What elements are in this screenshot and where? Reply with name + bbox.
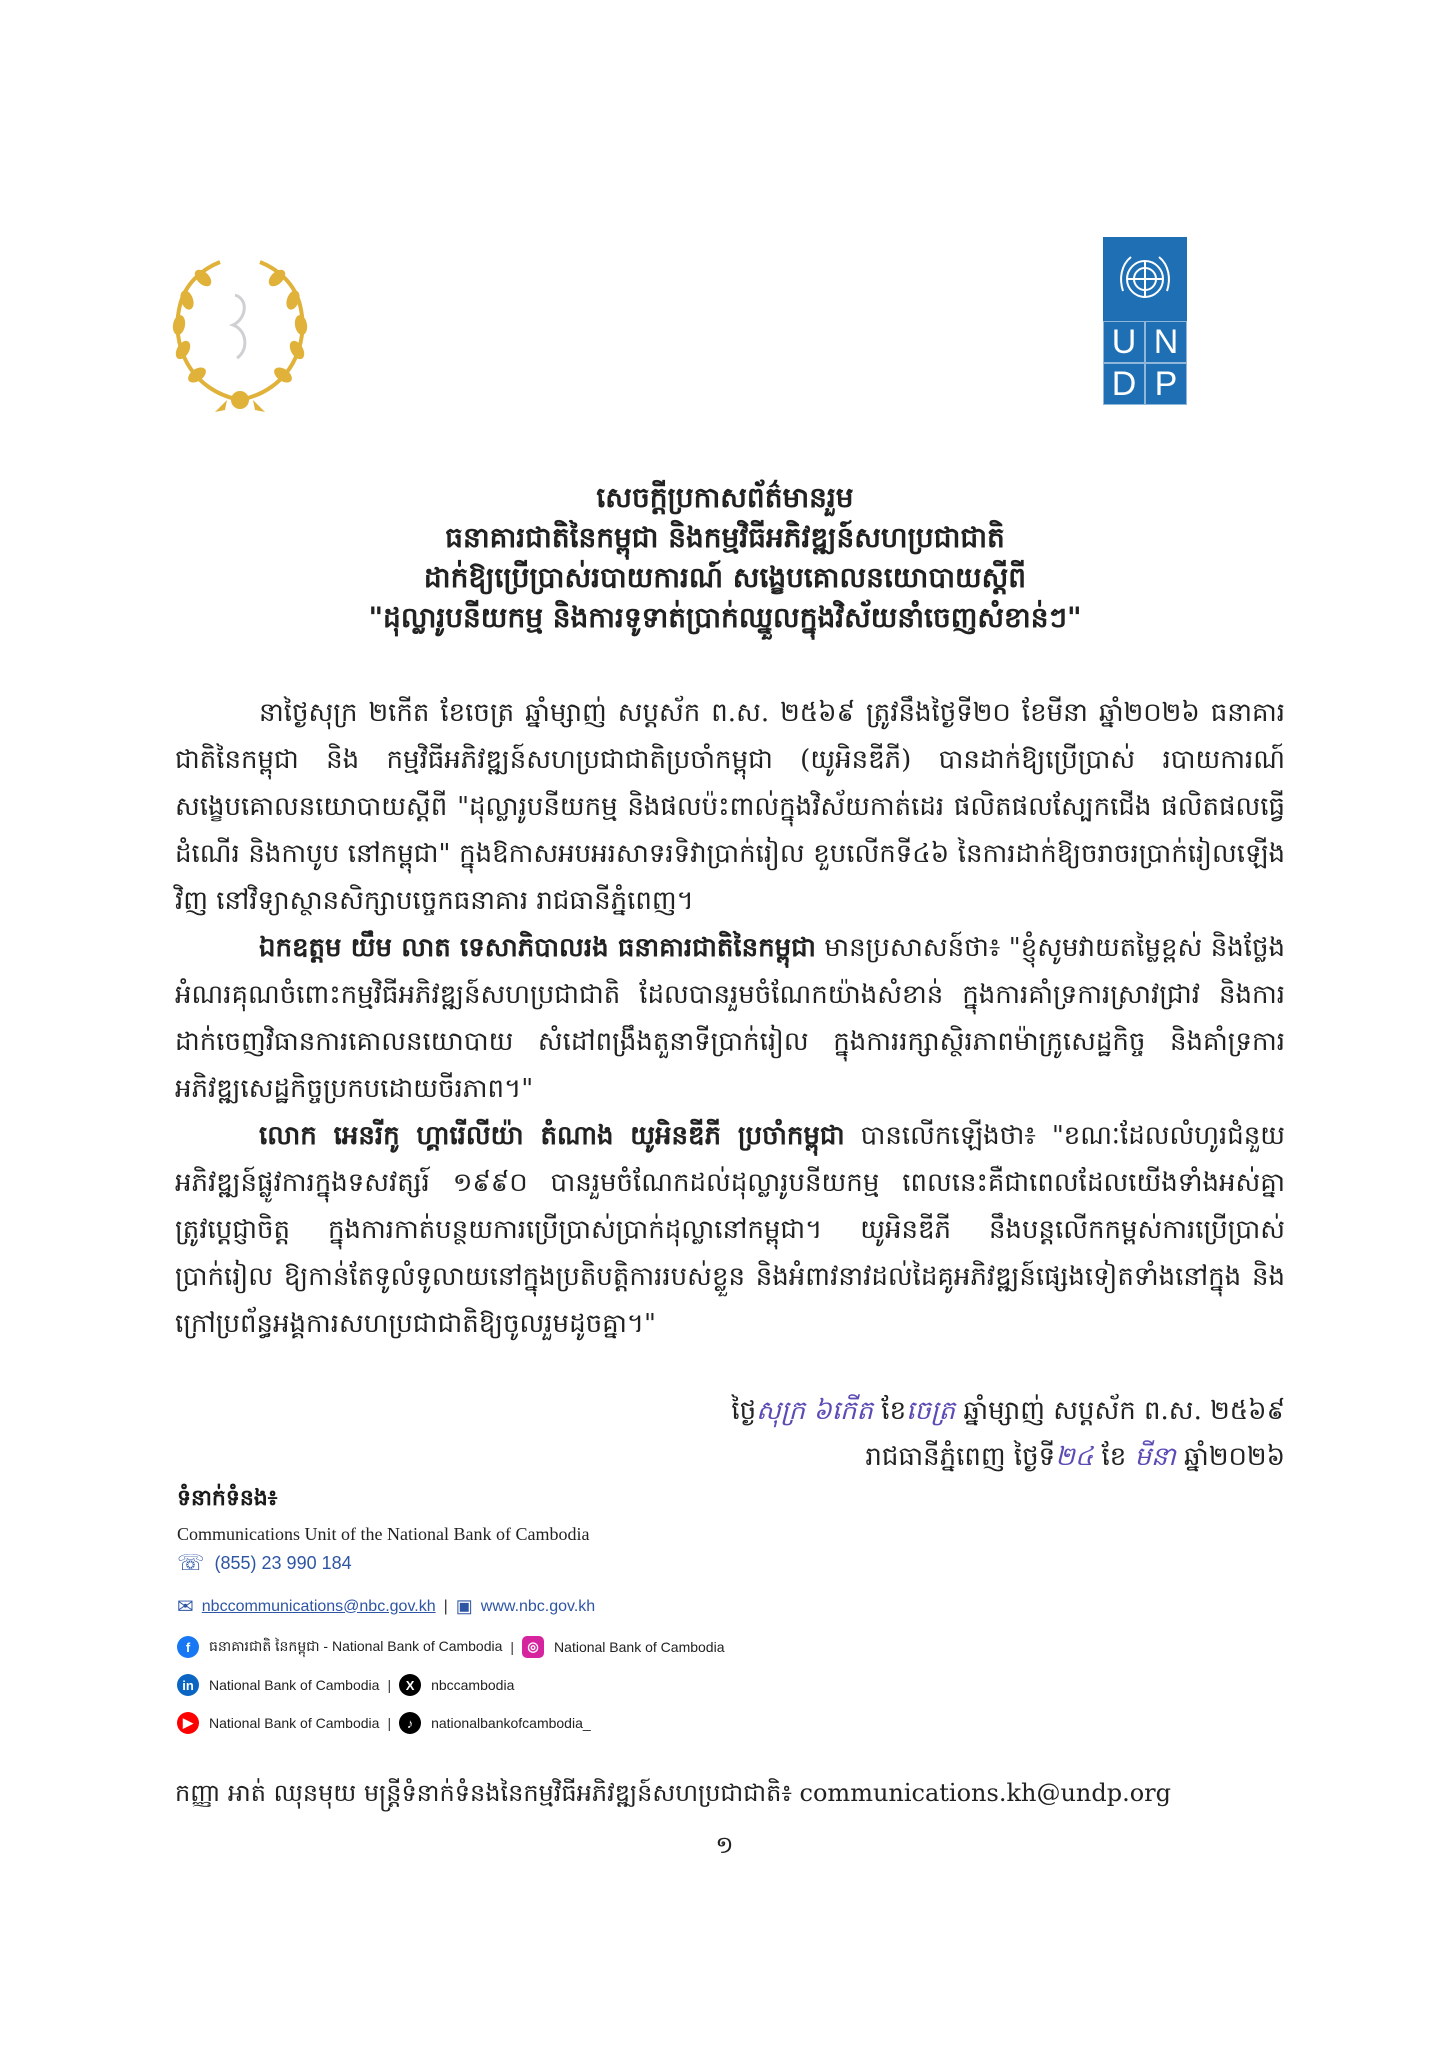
title-line-1: សេចក្តីប្រកាសព័ត៌មានរួម <box>596 481 854 514</box>
body-text <box>175 690 1285 1348</box>
tiktok-link[interactable]: nationalbankofcambodia_ <box>431 1715 591 1731</box>
page-number: ១ <box>715 1831 734 1859</box>
paragraph-3 <box>175 1113 1285 1348</box>
phone-icon: ☏ <box>177 1550 205 1575</box>
facebook-icon: f <box>177 1636 199 1658</box>
undp-contact-line: កញ្ញា អាត់ ឈុនមុយ មន្ត្រីទំនាក់ទំនងនៃកម្មវិធីអភិវឌ្ឍន៍សហប្រជាជាតិ៖ communications.kh@undp.org <box>175 1779 1172 1807</box>
email-link[interactable]: nbccommunications@nbc.gov.kh <box>201 1597 436 1615</box>
press-release-title <box>240 478 1210 638</box>
facebook-link[interactable]: ធនាគារជាតិ នៃកម្ពុជា - National Bank of Cambodia <box>209 1637 503 1654</box>
linkedin-x-row: in National Bank of Cambodia | X nbccambodia <box>177 1674 514 1696</box>
separator: | <box>443 1597 448 1615</box>
contact-heading: ទំនាក់ទំនង៖ <box>177 1485 278 1511</box>
date-block <box>540 1388 1285 1480</box>
x-icon: X <box>399 1674 421 1696</box>
handwritten-date: ២៤ <box>1055 1442 1094 1472</box>
undp-letter-u: U <box>1103 321 1145 363</box>
facebook-instagram-row: f ធនាគារជាតិ នៃកម្ពុជា - National Bank of Cambodia | ◎ National Bank of Cambodia <box>177 1636 724 1658</box>
youtube-link[interactable]: National Bank of Cambodia <box>209 1715 380 1731</box>
title-line-3: ដាក់ឱ្យប្រើប្រាស់របាយការណ៍ សង្ខេបគោលនយោបាយស្តីពី <box>423 561 1027 594</box>
instagram-link[interactable]: National Bank of Cambodia <box>554 1639 725 1655</box>
instagram-icon: ◎ <box>522 1636 544 1658</box>
un-emblem-icon <box>1115 249 1175 309</box>
nbc-emblem-logo <box>165 250 315 415</box>
tiktok-icon: ♪ <box>399 1712 421 1734</box>
quote-undp: បានលើកឡើងថា៖ "ខណៈដែលលំហូរជំនួយអភិវឌ្ឍន៍ផ្លូវការក្នុងទសវត្សរ៍ ១៩៩០ បានរួមចំណែកដល់ដុល្លារូបនីយកម្ម ពេលនេះគឺជាពេលដែលយើងទាំងអស់គ្នាត្រូវប្តេជ្ញាចិត្ត ក្នុងការកាត់បន្ថយការប្រើប្រាស់ប្រាក់ដុល្លានៅកម្ពុជា។ យូអិនឌីភី នឹងបន្តលើកកម្ពស់ការប្រើប្រាស់ប្រាក់រៀល ឱ្យកាន់តែទូលំទូលាយនៅក្នុងប្រតិបត្តិការរបស់ខ្លួន និងអំពាវនាវដល់ដៃគូអភិវឌ្ឍន៍ផ្សេងទៀតទាំងនៅក្នុង និងក្រៅប្រព័ន្ធអង្គការសហប្រជាជាតិឱ្យចូលរួមដូចគ្នា។" <box>175 1121 1285 1339</box>
handwritten-month: ចេត្រ <box>906 1396 956 1426</box>
undp-logo <box>1103 237 1187 405</box>
solar-date-line: រាជធានីភ្នំពេញ ថ្ងៃទី២៤ ខែ មីនា ឆ្នាំ២០២៦ <box>865 1442 1285 1472</box>
undp-letter-d: D <box>1103 363 1145 405</box>
undp-letter-p: P <box>1145 363 1187 405</box>
website-icon: ▣ <box>455 1596 473 1616</box>
phone-row <box>177 1550 352 1576</box>
website-link[interactable]: www.nbc.gov.kh <box>480 1597 596 1615</box>
handwritten-day: សុក្រ ៦កើត <box>756 1396 874 1426</box>
youtube-tiktok-row: ▶ National Bank of Cambodia | ♪ nationalbankofcambodia_ <box>177 1712 591 1734</box>
title-line-4: "ដុល្លារូបនីយកម្ម និងការទូទាត់ប្រាក់ឈ្នួលក្នុងវិស័យនាំចេញសំខាន់ៗ" <box>368 601 1082 634</box>
speaker-nbc: ឯកឧត្តម យឹម លាត ទេសាភិបាលរង ធនាគារជាតិនៃកម្ពុជា <box>259 933 816 963</box>
email-web-row <box>177 1594 595 1619</box>
undp-letters <box>1103 321 1187 405</box>
quote-nbc: មានប្រសាសន៍ថា៖ "ខ្ញុំសូមវាយតម្លៃខ្ពស់ និងថ្លែងអំណរគុណចំពោះកម្មវិធីអភិវឌ្ឍន៍សហប្រជាជាតិ ដែលបានរួមចំណែកយ៉ាងសំខាន់ ក្នុងការគាំទ្រការស្រាវជ្រាវ និងការដាក់ចេញវិធានការគោលនយោបាយ សំដៅពង្រឹងតួនាទីប្រាក់រៀល ក្នុងការរក្សាស្ថិរភាពម៉ាក្រូសេដ្ឋកិច្ច និងគាំទ្រការអភិវឌ្ឍសេដ្ឋកិច្ចប្រកបដោយចីរភាព។" <box>175 933 1285 1104</box>
linkedin-icon: in <box>177 1674 199 1696</box>
lunar-date-line: ថ្ងៃសុក្រ ៦កើត ខែចេត្រ ឆ្នាំម្សាញ់ សប្តស័ក ព.ស. ២៥៦៩ <box>731 1396 1285 1426</box>
paragraph-1: នាថ្ងៃសុក្រ ២កើត ខែចេត្រ ឆ្នាំម្សាញ់ សប្តស័ក ព.ស. ២៥៦៩ ត្រូវនឹងថ្ងៃទី២០ ខែមីនា ឆ្នាំ២០២៦ ធនាគារជាតិនៃកម្ពុជា និង កម្មវិធីអភិវឌ្ឍន៍សហប្រជាជាតិប្រចាំកម្ពុជា (យូអិនឌីភី) បានដាក់ឱ្យប្រើប្រាស់ របាយការណ៍សង្ខេបគោលនយោបាយស្តីពី "ដុល្លារូបនីយកម្ម និងផលប៉ះពាល់ក្នុងវិស័យកាត់ដេរ ផលិតផលស្បែកជើង ផលិតផលធ្វើដំណើរ និងកាបូប នៅកម្ពុជា" ក្នុងឱកាសអបអរសាទរទិវាប្រាក់រៀល ខួបលើកទី៤៦ នៃការដាក់ឱ្យចរាចរប្រាក់រៀលឡើងវិញ នៅវិទ្យាស្ថានសិក្សាបច្ចេកធនាគារ រាជធានីភ្នំពេញ។ <box>175 698 1285 916</box>
linkedin-link[interactable]: National Bank of Cambodia <box>209 1677 380 1693</box>
speaker-undp: លោក អេនរីកូ ហ្គារើលីយ៉ា តំណាង យូអិនឌីភី ប្រចាំកម្ពុជា <box>259 1121 845 1151</box>
email-icon: ✉ <box>177 1596 194 1618</box>
undp-letter-n: N <box>1145 321 1187 363</box>
handwritten-month-name: មីនា <box>1134 1442 1176 1472</box>
title-line-2: ធនាគារជាតិនៃកម្ពុជា និងកម្មវិធីអភិវឌ្ឍន៍សហប្រជាជាតិ <box>445 521 1005 554</box>
paragraph-2 <box>175 925 1285 1113</box>
communications-unit: Communications Unit of the National Bank of Cambodia <box>177 1524 590 1544</box>
youtube-icon: ▶ <box>177 1712 199 1734</box>
x-link[interactable]: nbccambodia <box>431 1677 515 1693</box>
phone-number: (855) 23 990 184 <box>214 1552 352 1573</box>
